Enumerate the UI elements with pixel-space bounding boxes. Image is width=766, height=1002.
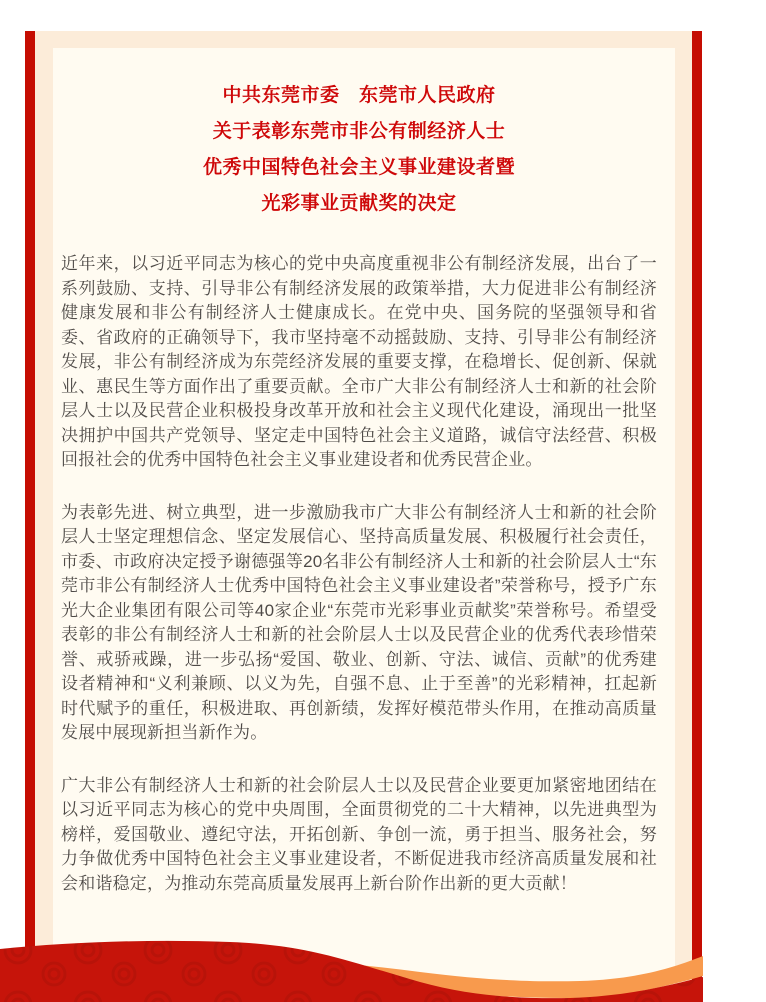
- title-line-subject-2: 优秀中国特色社会主义事业建设者暨: [202, 157, 515, 178]
- title-line-issuer: 中共东莞市委 东莞市人民政府: [222, 85, 496, 106]
- bottom-wave-decoration: [0, 932, 703, 1002]
- document-title: [61, 78, 657, 222]
- body-paragraph-3: 广大非公有制经济人士和新的社会阶层人士以及民营企业要更加紧密地团结在以习近平同志为核心的党中央周围，全面贯彻党的二十大精神，以先进典型为榜样，爱国敬业、遵纪守法，开拓创新、争创一流，勇于担当、服务社会，努力争做优秀中国特色社会主义事业建设者，不断促进我市经济高质量发展和社会和谐稳定，为推动东莞高质量发展再上新台阶作出新的更大贡献！: [61, 775, 657, 893]
- title-line-subject-3: 光彩事业贡献奖的决定: [261, 193, 457, 214]
- document-body: [61, 252, 657, 896]
- document-card: [53, 48, 675, 1002]
- title-line-subject-1: 关于表彰东莞市非公有制经济人士: [212, 121, 506, 142]
- body-paragraph-1: 近年来，以习近平同志为核心的党中央高度重视非公有制经济发展，出台了一系列鼓励、支持、引导非公有制经济发展的政策举措，大力促进非公有制经济健康发展和非公有制经济人士健康成长。在党中央、国务院的坚强领导和省委、省政府的正确领导下，我市坚持毫不动摇鼓励、支持、引导非公有制经济发展，非公有制经济成为东莞经济发展的重要支撑，在稳增长、促创新、保就业、惠民生等方面作出了重要贡献。全市广大非公有制经济人士和新的社会阶层人士以及民营企业积极投身改革开放和社会主义现代化建设，涌现出一批坚决拥护中国共产党领导、坚定走中国特色社会主义道路，诚信守法经营、积极回报社会的优秀中国特色社会主义事业建设者和优秀民营企业。: [61, 254, 657, 469]
- body-paragraph-2: 为表彰先进、树立典型，进一步激励我市广大非公有制经济人士和新的社会阶层人士坚定理想信念、坚定发展信心、坚持高质量发展、积极履行社会责任，市委、市政府决定授予谢德强等20名非公有制经济人士和新的社会阶层人士“东莞市非公有制经济人士优秀中国特色社会主义事业建设者”荣誉称号，授予广东光大企业集团有限公司等40家企业“东莞市光彩事业贡献奖”荣誉称号。希望受表彰的非公有制经济人士和新的社会阶层人士以及民营企业的优秀代表珍惜荣誉、戒骄戒躁，进一步弘扬“爱国、敬业、创新、守法、诚信、贡献”的优秀建设者精神和“义利兼顾、以义为先，自强不息、止于至善”的光彩精神，扛起新时代赋予的重任，积极进取、再创新绩，发挥好模范带头作用，在推动高质量发展中展现新担当新作为。: [61, 502, 657, 742]
